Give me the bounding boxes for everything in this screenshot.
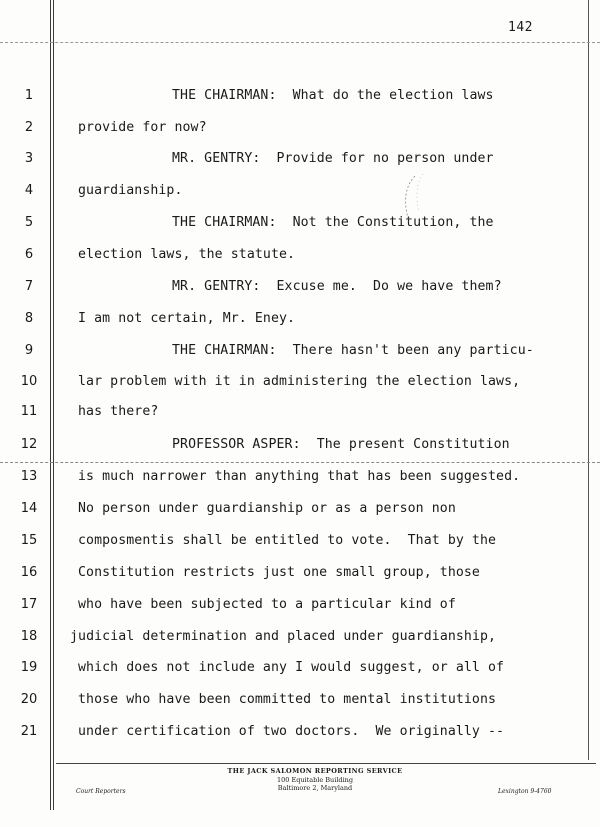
- line-text: I am not certain, Mr. Eney.: [78, 311, 296, 326]
- transcript-line: [0, 660, 600, 688]
- line-text: those who have been committed to mental institutions: [78, 692, 497, 707]
- line-text: Constitution restricts just one small group, those: [78, 565, 480, 580]
- line-number: 17: [20, 597, 38, 612]
- line-number: 9: [24, 343, 34, 358]
- transcript-line: [0, 501, 600, 529]
- line-number: 21: [20, 724, 38, 739]
- line-text: MR. GENTRY: Provide for no person under: [172, 151, 494, 166]
- line-text: guardianship.: [78, 183, 183, 198]
- footer-phone: Lexington 9-4760: [498, 788, 552, 795]
- line-number: 18: [20, 629, 38, 644]
- line-text: which does not include any I would suggest, or all of: [78, 660, 505, 675]
- line-text: provide for now?: [78, 120, 207, 135]
- line-text: under certification of two doctors. We originally --: [78, 724, 505, 739]
- line-text: MR. GENTRY: Excuse me. Do we have them?: [172, 279, 502, 294]
- top-rule: [0, 42, 600, 43]
- firm-address-line-1: 100 Equitable Building: [277, 775, 353, 784]
- transcript-line: [0, 247, 600, 275]
- transcript-line: [0, 120, 600, 148]
- line-number: 11: [20, 404, 38, 419]
- line-text: THE CHAIRMAN: What do the election laws: [172, 88, 494, 103]
- transcript-line: [0, 724, 600, 752]
- line-number: 5: [24, 215, 34, 230]
- transcript-line: [0, 279, 600, 307]
- line-number: 8: [24, 311, 34, 326]
- footer-rule: [56, 763, 596, 764]
- line-text: has there?: [78, 404, 159, 419]
- line-text: election laws, the statute.: [78, 247, 296, 262]
- line-text: composmentis shall be entitled to vote. That by the: [78, 533, 497, 548]
- line-text: judicial determination and placed under guardianship,: [70, 629, 497, 644]
- line-text: lar problem with it in administering the election laws,: [78, 374, 521, 389]
- transcript-line: [0, 469, 600, 497]
- line-number: 12: [20, 437, 38, 452]
- line-number: 3: [24, 151, 34, 166]
- line-text: THE CHAIRMAN: Not the Constitution, the: [172, 215, 494, 230]
- line-number: 4: [24, 183, 34, 198]
- line-text: THE CHAIRMAN: There hasn't been any particu-: [172, 343, 534, 358]
- line-text: No person under guardianship or as a person non: [78, 501, 456, 516]
- transcript-line: [0, 437, 600, 465]
- line-number: 10: [20, 374, 38, 389]
- transcript-line: [0, 374, 600, 402]
- line-text: PROFESSOR ASPER: The present Constitution: [172, 437, 510, 452]
- reporting-service-block: [220, 767, 410, 793]
- transcript-line: [0, 692, 600, 720]
- line-number: 13: [20, 469, 38, 484]
- line-number: 2: [24, 120, 34, 135]
- transcript-line: [0, 88, 600, 116]
- footer-left-label: Court Reporters: [76, 788, 126, 795]
- transcript-line: [0, 311, 600, 339]
- firm-address-line-2: Baltimore 2, Maryland: [277, 784, 353, 792]
- line-number: 6: [24, 247, 34, 262]
- line-text: is much narrower than anything that has been suggested.: [78, 469, 521, 484]
- transcript-line: [0, 565, 600, 593]
- transcript-line: [0, 215, 600, 243]
- transcript-line: [0, 183, 600, 211]
- transcript-line: [0, 597, 600, 625]
- page-number: 142: [508, 20, 533, 35]
- firm-name: THE JACK SALOMON REPORTING SERVICE: [227, 767, 403, 775]
- line-number: 16: [20, 565, 38, 580]
- line-number: 7: [24, 279, 34, 294]
- transcript-line: [0, 343, 600, 371]
- line-number: 19: [20, 660, 38, 675]
- line-text: who have been subjected to a particular kind of: [78, 597, 456, 612]
- line-number: 15: [20, 533, 38, 548]
- transcript-line: [0, 151, 600, 179]
- line-number: 20: [20, 692, 38, 707]
- transcript-line: [0, 533, 600, 561]
- transcript-line: [0, 404, 600, 432]
- line-number: 14: [20, 501, 38, 516]
- line-number: 1: [24, 88, 34, 103]
- transcript-line: [0, 629, 600, 657]
- scan-smudge-mark: [395, 172, 435, 232]
